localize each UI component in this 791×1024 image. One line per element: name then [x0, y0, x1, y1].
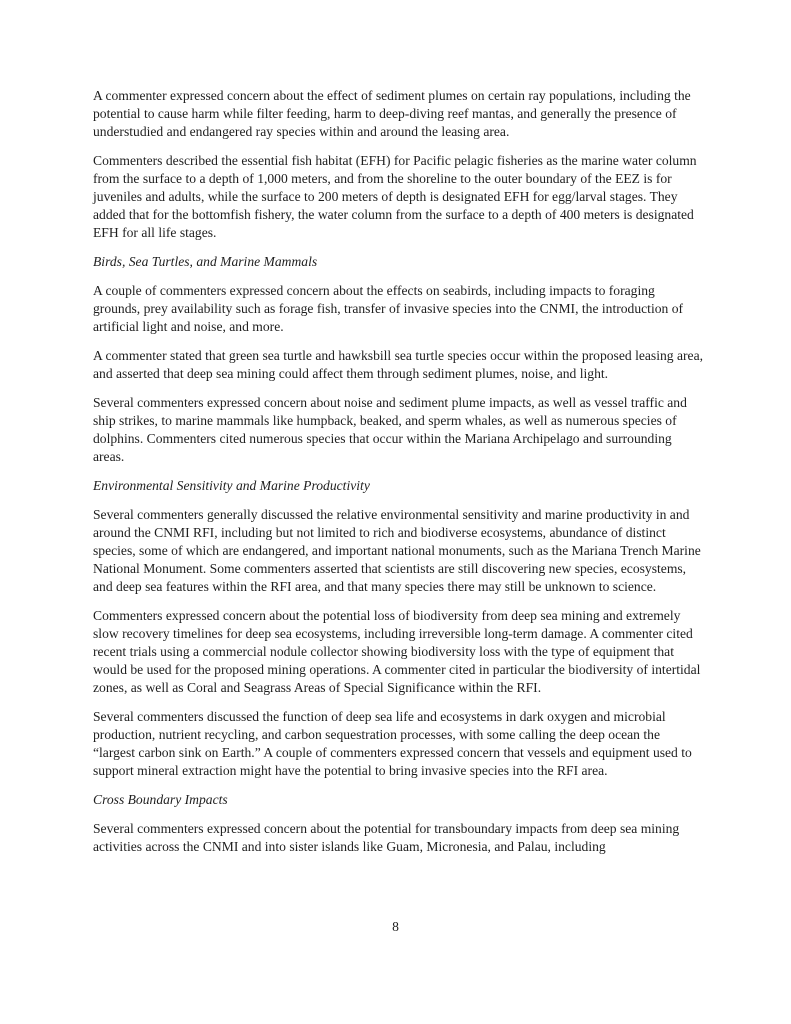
paragraph: Commenters described the essential fish habitat (EFH) for Pacific pelagic fisheries as the marine water column from the surface to a depth of 1,000 meters, and from the shoreline to the outer boundary of the EEZ is for juveniles and adults, while the surface to 200 meters of depth is designated EFH for egg/larval stages. They added that for the bottomfish fishery, the water column from the surface to a depth of 400 meters is designated EFH for all life stages. [93, 153, 697, 240]
paragraph: Several commenters expressed concern about noise and sediment plume impacts, as well as vessel traffic and ship strikes, to marine mammals like humpback, beaked, and sperm whales, as well as numerous species of dolphins. Commenters cited numerous species that occur within the Mariana Archipelago and surrounding areas. [93, 395, 687, 464]
document-body [93, 87, 705, 867]
section-heading: Environmental Sensitivity and Marine Productivity [93, 478, 370, 493]
paragraph: Commenters expressed concern about the potential loss of biodiversity from deep sea mining and extremely slow recovery timelines for deep sea ecosystems, including irreversible long-term damage. A commenter cited recent trials using a commercial nodule collector showing biodiversity loss with the type of equipment that would be used for the proposed mining operations. A commenter cited in particular the biodiversity of intertidal zones, as well as Coral and Seagrass Areas of Special Significance within the RFI. [93, 608, 701, 695]
page-number: 8 [392, 919, 399, 934]
section-heading: Birds, Sea Turtles, and Marine Mammals [93, 254, 318, 269]
section-heading: Cross Boundary Impacts [93, 792, 228, 807]
paragraph: Several commenters expressed concern about the potential for transboundary impacts from deep sea mining activities across the CNMI and into sister islands like Guam, Micronesia, and Palau, including [93, 821, 680, 854]
paragraph: Several commenters generally discussed the relative environmental sensitivity and marine productivity in and around the CNMI RFI, including but not limited to rich and biodiverse ecosystems, abundance of distinct species, some of which are endangered, and important national monuments, such as the Mariana Trench Marine National Monument. Some commenters asserted that scientists are still discovering new species, ecosystems, and deep sea features within the RFI area, and that many species there may still be unknown to science. [93, 507, 701, 594]
paragraph: A commenter expressed concern about the effect of sediment plumes on certain ray populations, including the potential to cause harm while filter feeding, harm to deep-diving reef mantas, and generally the presence of understudied and endangered ray species within and around the leasing area. [93, 88, 691, 139]
paragraph: A couple of commenters expressed concern about the effects on seabirds, including impacts to foraging grounds, prey availability such as forage fish, transfer of invasive species into the CNMI, the introduction of artificial light and noise, and more. [93, 283, 684, 334]
paragraph: A commenter stated that green sea turtle and hawksbill sea turtle species occur within the proposed leasing area, and asserted that deep sea mining could affect them through sediment plumes, noise, and light. [93, 348, 703, 381]
paragraph: Several commenters discussed the function of deep sea life and ecosystems in dark oxygen and microbial production, nutrient recycling, and carbon sequestration processes, with some calling the deep ocean the “largest carbon sink on Earth.” A couple of commenters expressed concern that vessels and equipment used to support mineral extraction might have the potential to bring invasive species into the RFI area. [93, 709, 692, 778]
